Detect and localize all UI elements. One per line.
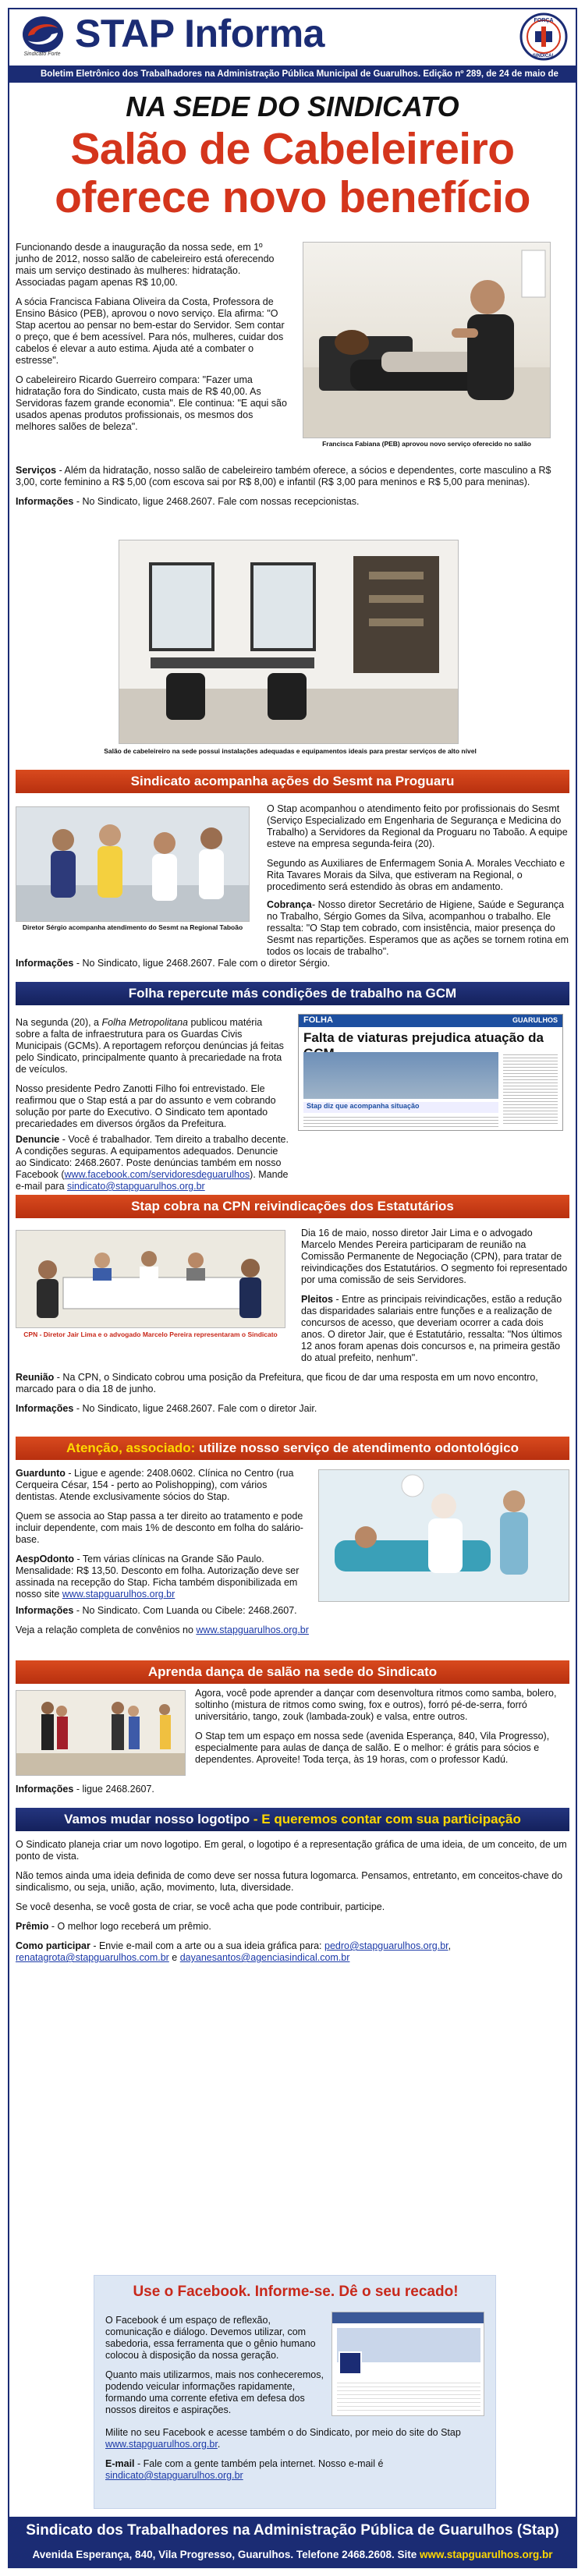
- servicos-text: - Além da hidratação, nosso salão de cabeleireiro também oferece, a sócios e dependentes, corte masculino a R$ 3,00, corte feminino a R$ 5,00 (com escova sai por R$ 8,00) e infantil (R$ 3,00 para meninos e R$ 5,00 para meninas).: [16, 465, 551, 487]
- como-participar-text: - Envie e-mail com a arte ou a sua ideia gráfica para:: [90, 1940, 325, 1951]
- pleitos-label: Pleitos: [301, 1294, 333, 1305]
- convenios-link[interactable]: www.stapguarulhos.org.br: [196, 1625, 309, 1635]
- edition-subtitle: Boletim Eletrônico dos Trabalhadores na Administração Pública Municipal de Guarulhos. Edição nº 289, de 24 de maio de 2013: [9, 66, 576, 83]
- clip-masthead: FOLHA: [303, 1015, 333, 1025]
- email-renata-link[interactable]: renatagrota@stapguarulhos.com.br: [16, 1952, 169, 1963]
- forca-sindical-seal-icon: [519, 12, 568, 61]
- danca-info: [16, 1784, 569, 1803]
- stap-logo-icon: [20, 14, 66, 55]
- cpn-p1: Dia 16 de maio, nosso diretor Jair Lima e o advogado Marcelo Mendes Pereira participaram de reunião na Comissão Permanente de Negociação (CPN), para tratar de reivindicações dos Estatutários. O segmento foi representado por uma comissão de seis Servidores.: [301, 1228, 568, 1285]
- footer-site-link[interactable]: www.stapguarulhos.org.br: [419, 2549, 553, 2560]
- facebook-box: [94, 2275, 496, 2509]
- odonto-info-text: - No Sindicato. Com Luanda ou Cibele: 2468.2607.: [73, 1605, 297, 1616]
- cpn-photo-caption: CPN - Diretor Jair Lima e o advogado Marcelo Pereira representaram o Sindicato: [23, 1331, 278, 1338]
- reuniao-label: Reunião: [16, 1372, 55, 1383]
- salao-info-label: Informações: [16, 496, 74, 507]
- danca-photo: [16, 1690, 186, 1776]
- facebook-link[interactable]: www.facebook.com/servidoresdeguarulhos: [64, 1169, 250, 1180]
- odonto-text: [16, 1468, 304, 1608]
- danca-text: [195, 1688, 569, 1773]
- logo-caption: Sindicato Forte: [23, 51, 61, 57]
- hero-kicker: NA SEDE DO SINDICATO: [126, 90, 459, 122]
- salao-text: [16, 242, 289, 441]
- facebook-timeline: [337, 2379, 480, 2412]
- facebook-text: [105, 2315, 324, 2424]
- como-participar-label: Como participar: [16, 1940, 90, 1951]
- salon-interior-photo-icon: [119, 540, 459, 744]
- salao-photo-1: [303, 242, 551, 438]
- odonto-p2: Quem se associa ao Stap passa a ter direito ao tratamento e pode incluir dependente, com mais 1% de desconto em folha do salário-base.: [16, 1511, 303, 1545]
- servicos-label: Serviços: [16, 465, 57, 476]
- odonto-band: [16, 1437, 569, 1460]
- facebook-p1: O Facebook é um espaço de reflexão, comunicação e diálogo. Devemos utilizar, com sabedoria, essa ferramenta que o gênio humano colocou à disposição da nossa geração.: [105, 2315, 316, 2361]
- logotipo-p2: Não temos ainda uma ideia definida de como deve ser nossa futura logomarca. Pensamos, entretanto, em conceitos-chave do sindicalismo, ou seja, união, ação, movimento, luta, diversidade.: [16, 1870, 563, 1893]
- sesmt-p1: O Stap acompanhou o atendimento feito por profissionais do Sesmt (Serviço Especializado em Engenharia de Segurança e Medicina do Trabalho) a Servidores da Regional da Proguaru no Taboão. A equipe esteve na empresa segunda-feira (20).: [267, 803, 568, 849]
- newspaper-clipping: [298, 1014, 563, 1131]
- logotipo-band-rest: - E queremos contar com sua participação: [250, 1812, 521, 1827]
- sesmt-info: [16, 958, 569, 977]
- pleitos-text: - Entre as principais reivindicações, estão a redução das disparidades salariais entre funções e a realização de concursos de acesso, que deveriam ocorrer a cada dois anos. O diretor Jair, que é Estatutário, ressalta: "Nos últimos 12 anos foram apenas dois concursos e, na primeira gestão do atual prefeito, nenhum".: [301, 1294, 562, 1363]
- sesmt-p2: Segundo as Auxiliares de Enfermagem Sonia A. Morales Vecchiato e Rita Tavares Morais da Silva, que estiveram na Regional, o procedimento será estendido às obras em andamento.: [267, 858, 566, 892]
- footer-address-text: Avenida Esperança, 840, Vila Progresso, Guarulhos. Telefone 2468.2608. Site: [32, 2549, 420, 2560]
- facebook-email-text: - Fale com a gente também pela internet. Nosso e-mail é: [134, 2458, 384, 2469]
- facebook-p3-end: .: [217, 2439, 221, 2450]
- facebook-p2: Quanto mais utilizarmos, mais nos conheceremos, podendo veicular informações rapidamente, formando uma corrente efetiva em defesa dos nossos direitos e aspirações.: [105, 2369, 324, 2415]
- facebook-title: Use o Facebook. Informe-se. Dê o seu recado!: [133, 2284, 459, 2300]
- clip-text-column: [503, 1052, 558, 1125]
- sindicato-email-link[interactable]: sindicato@stapguarulhos.org.br: [67, 1181, 205, 1192]
- email-sep-1: ,: [448, 1940, 452, 1951]
- gcm-band: Folha repercute más condições de trabalho na GCM: [16, 982, 569, 1005]
- gcm-p2: Nosso presidente Pedro Zanotti Filho foi entrevistado. Ele reafirmou que o Stap está a par do assunto e vem cobrando solução por parte do Executivo. O Sindicato tem apontado precariedades em diversos órgãos da Prefeitura.: [16, 1083, 276, 1129]
- premio-label: Prêmio: [16, 1921, 49, 1932]
- denuncie-label: Denuncie: [16, 1134, 60, 1145]
- email-pedro-link[interactable]: pedro@stapguarulhos.org.br: [324, 1940, 448, 1951]
- cpn-text: [301, 1228, 569, 1372]
- odonto-site-link[interactable]: www.stapguarulhos.org.br: [62, 1589, 176, 1600]
- guardunto-label: Guardunto: [16, 1468, 66, 1479]
- odonto-band-lead: Atenção, associado:: [66, 1440, 196, 1455]
- gcm-p1-source: Folha Metropolitana: [101, 1017, 188, 1028]
- facebook-profile-pic: [339, 2351, 362, 2375]
- footer-org-name: Sindicato dos Trabalhadores na Administração Pública de Guarulhos (Stap): [9, 2517, 576, 2545]
- svg-text:SINDICAL: SINDICAL: [532, 54, 555, 58]
- headline-line-2: oferece novo benefício: [55, 172, 530, 222]
- guardunto-text: - Ligue e agende: 2408.0602. Clínica no Centro (rua Cerqueira César, 154 - perto ao Polishopping), com vários dentistas. Atende exclusivamente sócios do Stap.: [16, 1468, 294, 1502]
- salao-photo-2-caption: Salão de cabeleireiro na sede possui instalações adequadas e equipamentos ideais para prestar serviços de alto nível: [104, 747, 477, 755]
- logotipo-text: [16, 1839, 569, 1972]
- email-sep-2: e: [168, 1952, 180, 1963]
- gcm-text: [16, 1017, 289, 1138]
- gcm-p1-a: Na segunda (20), a: [16, 1017, 102, 1028]
- hair-wash-photo-icon: [303, 243, 551, 438]
- odonto-band-rest: utilize nosso serviço de atendimento odontológico: [195, 1440, 519, 1455]
- cpn-reuniao: [16, 1372, 569, 1423]
- logotipo-p1: O Sindicato planeja criar um novo logotipo. Em geral, o logotipo é a representação gráfica de uma ideia, de um conceito, de um ponto de vista.: [16, 1839, 567, 1862]
- svg-text:FORÇA: FORÇA: [534, 18, 554, 23]
- odonto-photo: [318, 1469, 569, 1602]
- newsletter-page: [8, 8, 577, 2568]
- salao-servicos: [16, 465, 569, 516]
- clip-section: GUARULHOS: [512, 1016, 558, 1024]
- clip-body-lines: [303, 1114, 498, 1127]
- cpn-photo: [16, 1230, 285, 1328]
- clip-photo: [303, 1052, 498, 1099]
- facebook-email-label: E-mail: [105, 2458, 135, 2469]
- premio-text: - O melhor logo receberá um prêmio.: [48, 1921, 211, 1932]
- sesmt-photo-caption: Diretor Sérgio acompanha atendimento do Sesmt na Regional Taboão: [22, 923, 243, 931]
- dentist-photo-icon: [319, 1470, 569, 1602]
- masthead: [9, 9, 576, 64]
- danca-info-text: - ligue 2468.2607.: [73, 1784, 154, 1795]
- salao-p2: A sócia Francisca Fabiana Oliveira da Costa, Professora de Ensino Básico (PEB), aprovou o novo serviço. Ela afirma: "O Stap acertou ao pensar no bem-estar do Servidor. Sem contar o preço, que é bem acessível. Para nós, mulheres, cuidar dos cabelos é elevar a auto estima. Ajuda até a combater o estresse".: [16, 296, 285, 366]
- odonto-info: [16, 1605, 569, 1644]
- facebook-email-link[interactable]: sindicato@stapguarulhos.org.br: [105, 2470, 243, 2481]
- danca-p2: O Stap tem um espaço em nossa sede (avenida Esperança, 840, Vila Progresso), especialmente para aulas de dança de salão. E o melhor: é grátis para sócios e dependentes. Aproveite! Toda terça, às 19 horas, com o professor Kadú.: [195, 1731, 550, 1765]
- danca-band: Aprenda dança de salão na sede do Sindicato: [16, 1660, 569, 1684]
- clip-subhead: Stap diz que acompanha situação: [303, 1102, 498, 1113]
- headline-line-1: Salão de Cabeleireiro: [70, 124, 515, 174]
- odonto-info-label: Informações: [16, 1605, 74, 1616]
- sesmt-band: Sindicato acompanha ações do Sesmt na Proguaru: [16, 770, 569, 793]
- dancing-couples-photo-icon: [16, 1691, 186, 1776]
- salao-p1: Funcionando desde a inauguração da nossa sede, em 1º junho de 2012, nosso salão de cabeleireiro está oferecendo mais um serviço destinado às mulheres: hidratação. Associadas pagam apenas R$ 10,00.: [16, 242, 275, 288]
- facebook-p3-text: Milite no seu Facebook e acesse também o do Sindicato, por meio do site do Stap: [105, 2427, 461, 2438]
- salao-p3: O cabeleireiro Ricardo Guerreiro compara: "Fazer uma hidratação fora do Sindicato, custa mais de R$ 40,00. As Servidoras fazem grande economia". Ele continua: "E aqui são usados apenas produtos profissionais, os mesmos dos melhores salões de beleza".: [16, 374, 287, 432]
- sesmt-info-text: - No Sindicato, ligue 2468.2607. Fale com o diretor Sérgio.: [73, 958, 330, 969]
- reuniao-text: - Na CPN, o Sindicato cobrou uma posição da Prefeitura, que ficou de dar uma resposta em um novo encontro, marcado para o dia 18 de junho.: [16, 1372, 538, 1394]
- cpn-info-label: Informações: [16, 1403, 74, 1414]
- gcm-p1-b: publicou matéria sobre a falta de infraestrutura para os Guardas Civis Municipais (GCMs). A reportagem reforçou denúncias já feitas pelo Sindicato, principalmente quanto à precariedade na frota de veículos.: [16, 1017, 284, 1075]
- facebook-more: [105, 2427, 486, 2489]
- brand-title: STAP Informa: [75, 12, 324, 55]
- aespo-text: - Tem várias clínicas na Grande São Paulo. Mensalidade: R$ 13,50. Desconto em folha. Autorização deve ser assinada na recepção do Stap. Ficha também disponibilizada em nosso site: [16, 1554, 300, 1600]
- facebook-topbar: [332, 2312, 484, 2323]
- convenios-text: Veja a relação completa de convênios no: [16, 1625, 197, 1635]
- sesmt-info-label: Informações: [16, 958, 74, 969]
- denuncie-text: - Você é trabalhador. Tem direito a trabalho decente. A condições seguras. A equipamentos adequados. Denuncie ao Sindicato: 2468.2607. Poste denúncias também em nosso Facebook (: [16, 1134, 289, 1180]
- gcm-denuncie: [16, 1134, 289, 1200]
- sesmt-text: [267, 803, 569, 901]
- logotipo-band: [16, 1808, 569, 1831]
- cobranca-label: Cobrança: [267, 899, 312, 910]
- meeting-photo-icon: [16, 1231, 285, 1328]
- salao-info-text: - No Sindicato, ligue 2468.2607. Fale com nossas recepcionistas.: [73, 496, 360, 507]
- cpn-info-text: - No Sindicato, ligue 2468.2607. Fale com o diretor Jair.: [73, 1403, 317, 1414]
- aespo-label: AespOdonto: [16, 1554, 74, 1564]
- salao-photo-1-caption: Francisca Fabiana (PEB) aprovou novo serviço oferecido no salão: [322, 440, 531, 448]
- cobranca-text: - Nosso diretor Secretário de Higiene, Saúde e Segurança no Trabalho, Sérgio Gomes da Silva, acompanhou o trabalho. Ele ressalta: "O Stap tem cobrado, com insistência, maior presença do Sesmt nas repartições. Esperamos que as ações se tornem rotina em todos os locais de trabalho".: [267, 899, 569, 957]
- clip-masthead-bar: [299, 1015, 563, 1027]
- footer-address: [9, 2545, 576, 2568]
- email-dayane-link[interactable]: dayanesantos@agenciasindical.com.br: [179, 1952, 350, 1963]
- facebook-page-screenshot: [332, 2312, 484, 2416]
- salao-photo-2: [119, 540, 459, 744]
- cpn-band: Stap cobra na CPN reivindicações dos Estatutários: [16, 1195, 569, 1218]
- denuncie-mid: ). Mande e-mail para: [16, 1169, 289, 1192]
- danca-info-label: Informações: [16, 1784, 74, 1795]
- facebook-site-link[interactable]: www.stapguarulhos.org.br: [105, 2439, 218, 2450]
- logotipo-p3: Se você desenha, se você gosta de criar, se você acha que pode contribuir, participe.: [16, 1901, 385, 1912]
- hero-headline: [9, 125, 576, 221]
- clip-headline: Falta de viaturas prejudica atuação da: [303, 1030, 544, 1045]
- sesmt-cobranca: [16, 899, 569, 966]
- danca-p1: Agora, você pode aprender a dançar com desenvoltura ritmos como samba, bolero, soltinho (mistura de ritmos como swing, fox e outros), forró pé-de-serra, forró universitário, tango, zouk (lambada-zouk) e valsa, entre outros.: [195, 1688, 557, 1722]
- logotipo-band-lead: Vamos mudar nosso logotipo: [64, 1812, 250, 1827]
